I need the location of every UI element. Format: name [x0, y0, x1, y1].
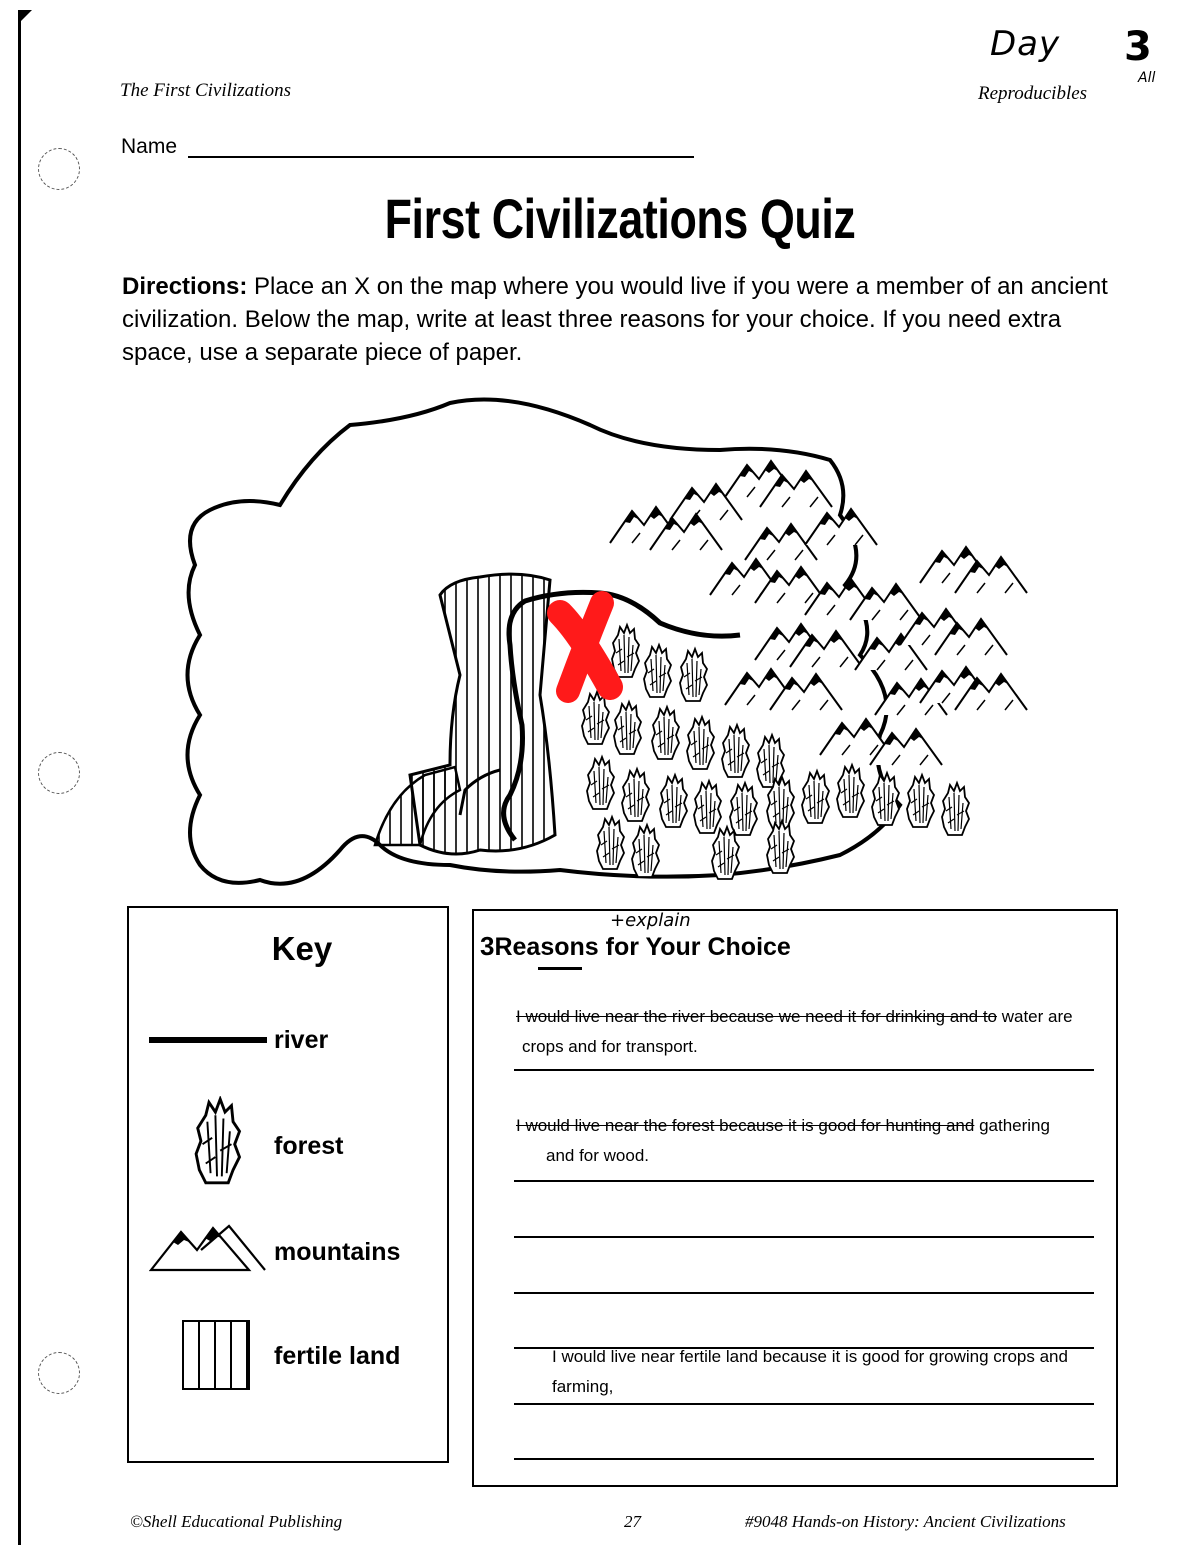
answer-line — [514, 1403, 1094, 1405]
handwritten-all: All — [1138, 70, 1156, 86]
handwritten-day: Day — [990, 24, 1061, 64]
answer-1-line2: crops and for transport. — [522, 1037, 698, 1056]
handwritten-day-number: 3 — [1124, 24, 1152, 70]
map-key — [127, 906, 449, 1463]
name-field[interactable] — [188, 156, 694, 158]
key-label-river: river — [274, 1026, 329, 1054]
name-label: Name — [121, 135, 178, 158]
key-label-mountains: mountains — [274, 1238, 401, 1266]
footer-book-id: #9048 Hands-on History: Ancient Civilizations — [745, 1512, 1066, 1531]
key-label-forest: forest — [274, 1132, 344, 1160]
answer-2-rest: gathering — [974, 1116, 1050, 1135]
answer-line — [514, 1180, 1094, 1182]
key-title: Key — [271, 930, 333, 967]
answer-line — [514, 1236, 1094, 1238]
fertile-land-icon — [182, 1320, 250, 1390]
answer-line — [514, 1458, 1094, 1460]
reasons-title — [480, 931, 791, 962]
civilization-map[interactable] — [180, 395, 1060, 900]
footer-page-number: 27 — [624, 1512, 641, 1531]
mountains-icon — [149, 1220, 267, 1279]
forest-icon — [189, 1096, 245, 1191]
river-line-icon — [149, 1037, 267, 1043]
answer-3-line2: farming, — [552, 1377, 614, 1396]
reasons-number: 3 — [480, 931, 495, 961]
directions-text: Place an X on the map where you would live if you were a member of an ancient civilization. Below the map, write at least three reasons for your choice. If you need extra space, use a separate piece of paper. — [122, 273, 1108, 366]
answer-1-struck: I would live near the river because we need it for drinking and to — [516, 1007, 997, 1026]
answer-2-line2: and for wood. — [546, 1146, 650, 1165]
page-title: First Civilizations Quiz — [384, 187, 856, 250]
title-underline — [538, 967, 582, 970]
answer-3-rest: I would live near fertile land because it is good for growing crops and — [552, 1347, 1068, 1366]
answer-line — [514, 1292, 1094, 1294]
directions — [122, 270, 1122, 369]
answer-line — [514, 1069, 1094, 1071]
punch-hole — [38, 752, 80, 794]
header-section: Reproducibles — [978, 83, 1088, 104]
reasons-title-text: Reasons for Your Choice — [494, 933, 791, 961]
map-drawing — [180, 395, 1060, 895]
punch-hole — [38, 148, 80, 190]
corner-mark — [18, 10, 32, 24]
directions-label: Directions: — [122, 273, 248, 300]
handwritten-explain: +explain — [610, 910, 691, 931]
binder-edge — [18, 10, 21, 1545]
answer-1[interactable] — [516, 1002, 1196, 1062]
key-label-fertile-land: fertile land — [274, 1342, 401, 1370]
answer-2-struck: I would live near the forest because it is good for hunting and — [516, 1116, 975, 1135]
footer-publisher: ©Shell Educational Publishing — [130, 1512, 343, 1531]
answer-3[interactable] — [552, 1342, 1192, 1402]
answer-2[interactable] — [516, 1111, 1196, 1171]
header-book-title: The First Civilizations — [120, 80, 292, 101]
punch-hole — [38, 1352, 80, 1394]
answer-1-rest: water are — [997, 1007, 1073, 1026]
